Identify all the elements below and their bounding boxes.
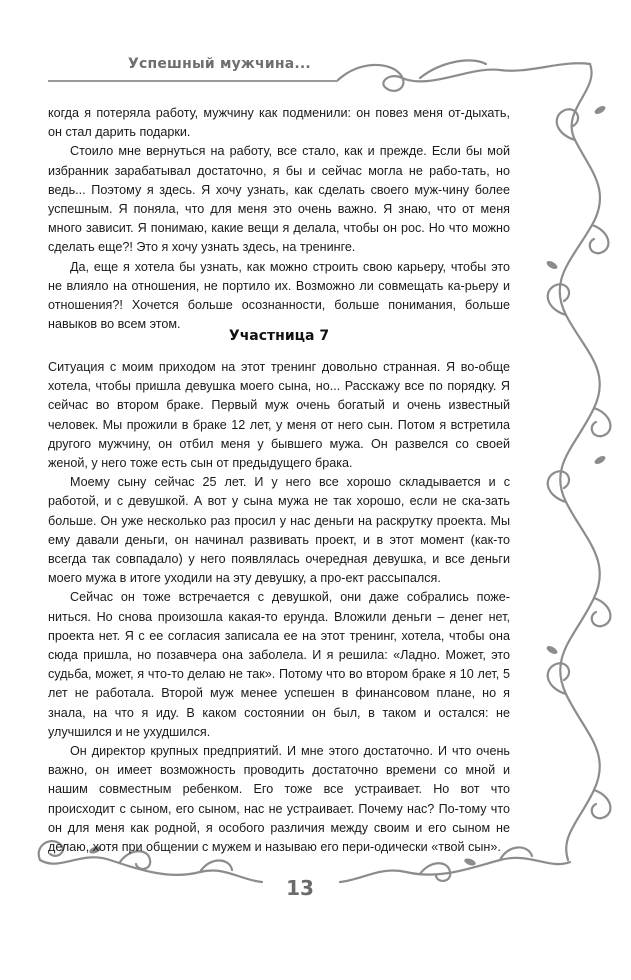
paragraph: Он директор крупных предприятий. И мне этого достаточно. И что очень важно, он имеет возможность проводить достаточно времени со мной и нашим совместным ребенком. Его тоже все устраивает. Но вот что происходит с сыном, его сыном, нас не устраивает. Почему нас? По-тому что он для меня как родной, я особого различия между своим и его сыном не делаю, хотя при общении с мужем и называю его пери-одически «твой сын». — [48, 744, 510, 855]
paragraph: Да, еще я хотела бы узнать, как можно строить свою карьеру, чтобы это не влияло на отношения, не портило их. Возможно ли совмещать ка-рьеру и отношения?! Хочется больше осознанности, больше понимания, больше навыков во всем этом. — [48, 259, 510, 332]
paragraph: Сейчас он тоже встречается с девушкой, они даже собрались поже-ниться. Но снова произошла какая-то ерунда. Вложили деньги – денег нет, проекта нет. Я с ее согласия записала ее на этот тренинг, хотела, чтобы она сюда пришла, но позавчера она заболела. И я решила: «Ладно. Может, это судьба, может, я что-то делаю не так». Потому что во втором браке я 10 лет, 5 лет не работала. Второй муж менее успешен в финансовом плане, но я знала, на что я иду. В каком состоянии он был, в таком и остался: не улучшился и не ухудшился. — [48, 590, 510, 739]
paragraph: Моему сыну сейчас 25 лет. И у него все хорошо складывается и с работой, и с девушкой. А вот у сына мужа не так хорошо, если не ска-зать больше. Он уже несколько раз просил у нас деньги на раскрутку проекта. Мы ему давали деньги, он начинал развивать проект, и в этот момент (как-то всегда так совпадало) у него появлялась очередная девушка, и все деньги моего мужа в итоге уходили на эту девушку, а про-ект рассыпался. — [48, 475, 510, 586]
header-flourish — [338, 63, 590, 91]
paragraph: Ситуация с моим приходом на этот тренинг довольно странная. Я во-обще хотела, чтобы пришла девушка моего сына, но... Расскажу все по порядку. Я сейчас во втором браке. Первый муж очень богатый и очень известный человек. Мы прожили в браке 12 лет, у меня от него сын. Потом я встретила другого мужчину, он отбил меня у бывшего мужа. Он развелся со своей женой, у него тоже есть сын от предыдущего брака. — [48, 360, 510, 471]
bottom-right-flourish — [340, 858, 570, 882]
paragraph: Стоило мне вернуться на работу, все стало, как и прежде. Если бы мой избранник зарабатывал достаточно, я бы и сейчас могла не рабо-тать, но ведь... Поэтому я здесь. Я хочу узнать, как сделать своего муж-чину более успешным. Я поняла, что для меня это очень важно. Я знаю, что от меня много зависит. Я понимаю, какие вещи я делала, чтобы он рос. Но что можно сделать еще?! Это я хочу узнать здесь, на тренинге. — [48, 144, 510, 255]
top-text-block — [48, 104, 510, 334]
header-rule — [48, 80, 338, 82]
running-title: Успешный мужчина... — [128, 56, 311, 72]
section-heading: Участница 7 — [228, 328, 330, 344]
right-vine — [560, 64, 600, 860]
paragraph: когда я потеряла работу, мужчину как подменили: он повез меня от-дыхать, он стал дарить подарки. — [48, 106, 510, 140]
section-text-block — [48, 358, 510, 857]
page-number: 13 — [286, 876, 314, 900]
